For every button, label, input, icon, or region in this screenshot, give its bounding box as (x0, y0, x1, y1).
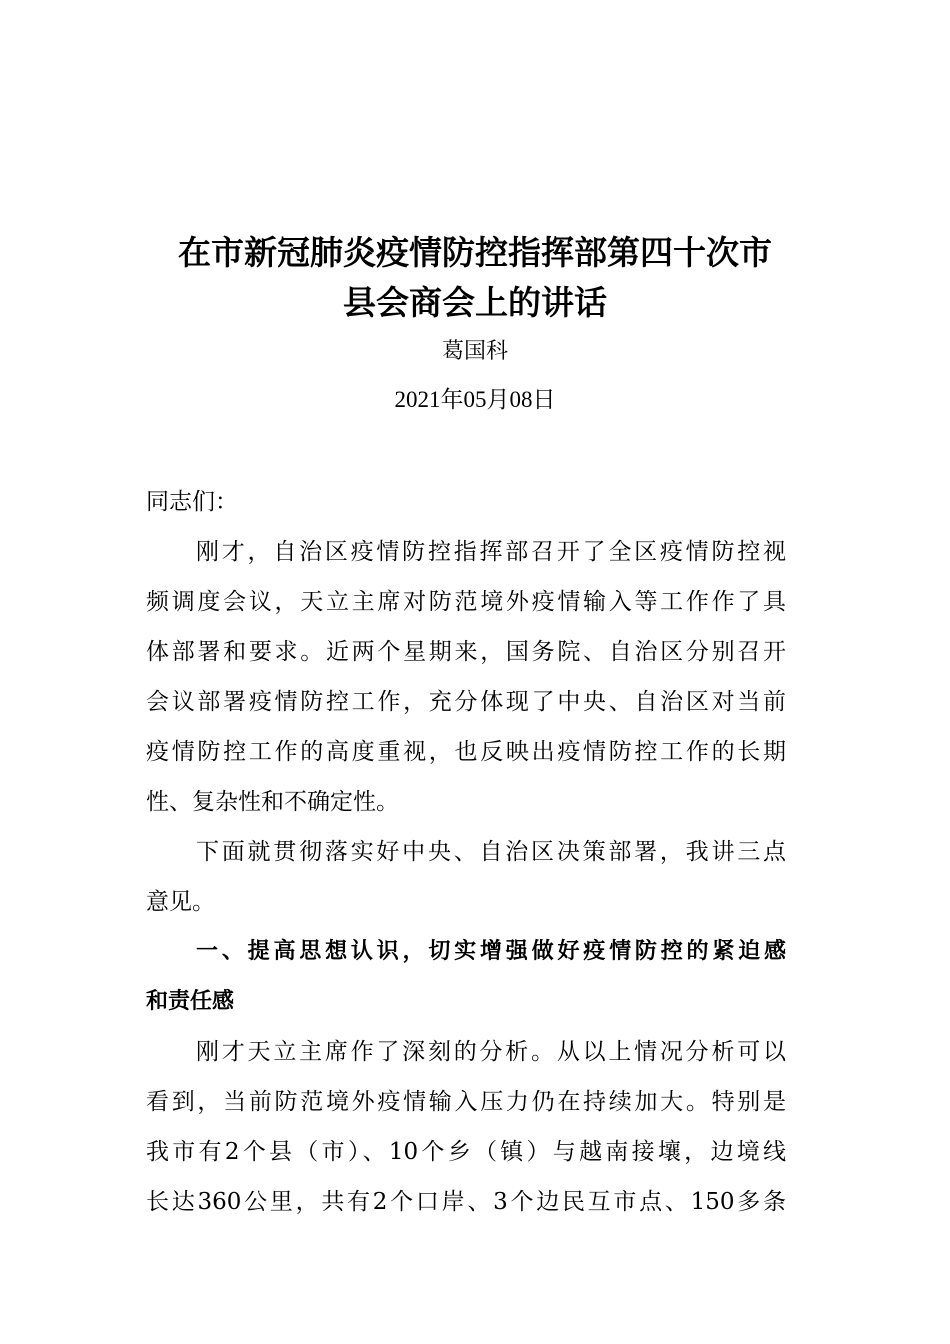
paragraph-line: 体部署和要求。近两个星期来，国务院、自治区分别召开 (146, 639, 786, 665)
paragraph-line: 下面就贯彻落实好中央、自治区决策部署，我讲三点 (196, 839, 786, 865)
section-heading-line: 和责任感 (146, 989, 235, 1014)
section-heading-line: 一、提高思想认识，切实增强做好疫情防控的紧迫感 (196, 939, 786, 964)
paragraph-line: 我市有2个县（市）、10个乡（镇）与越南接壤，边境线 (146, 1139, 786, 1165)
paragraph-line: 频调度会议，天立主席对防范境外疫情输入等工作作了具 (146, 589, 786, 615)
document-title-line-2: 县会商会上的讲话 (343, 283, 607, 322)
paragraph-line: 长达360公里，共有2个口岸、3个边民互市点、150多条 (146, 1189, 786, 1215)
paragraph-line: 性、复杂性和不确定性。 (146, 789, 399, 815)
paragraph-line: 会议部署疫情防控工作，充分体现了中央、自治区对当前 (146, 689, 786, 715)
paragraph-line: 意见。 (146, 889, 215, 915)
author-name: 葛国科 (441, 339, 508, 364)
paragraph-line: 看到，当前防范境外疫情输入压力仍在持续加大。特别是 (146, 1089, 786, 1115)
paragraph-line: 刚才天立主席作了深刻的分析。从以上情况分析可以 (196, 1039, 786, 1065)
salutation: 同志们： (146, 489, 238, 515)
paragraph-line: 刚才，自治区疫情防控指挥部召开了全区疫情防控视 (196, 539, 786, 565)
speech-date: 2021年05月08日 (394, 387, 556, 412)
document-title-line-1: 在市新冠肺炎疫情防控指挥部第四十次市 (178, 233, 772, 272)
paragraph-line: 疫情防控工作的高度重视，也反映出疫情防控工作的长期 (146, 739, 786, 765)
